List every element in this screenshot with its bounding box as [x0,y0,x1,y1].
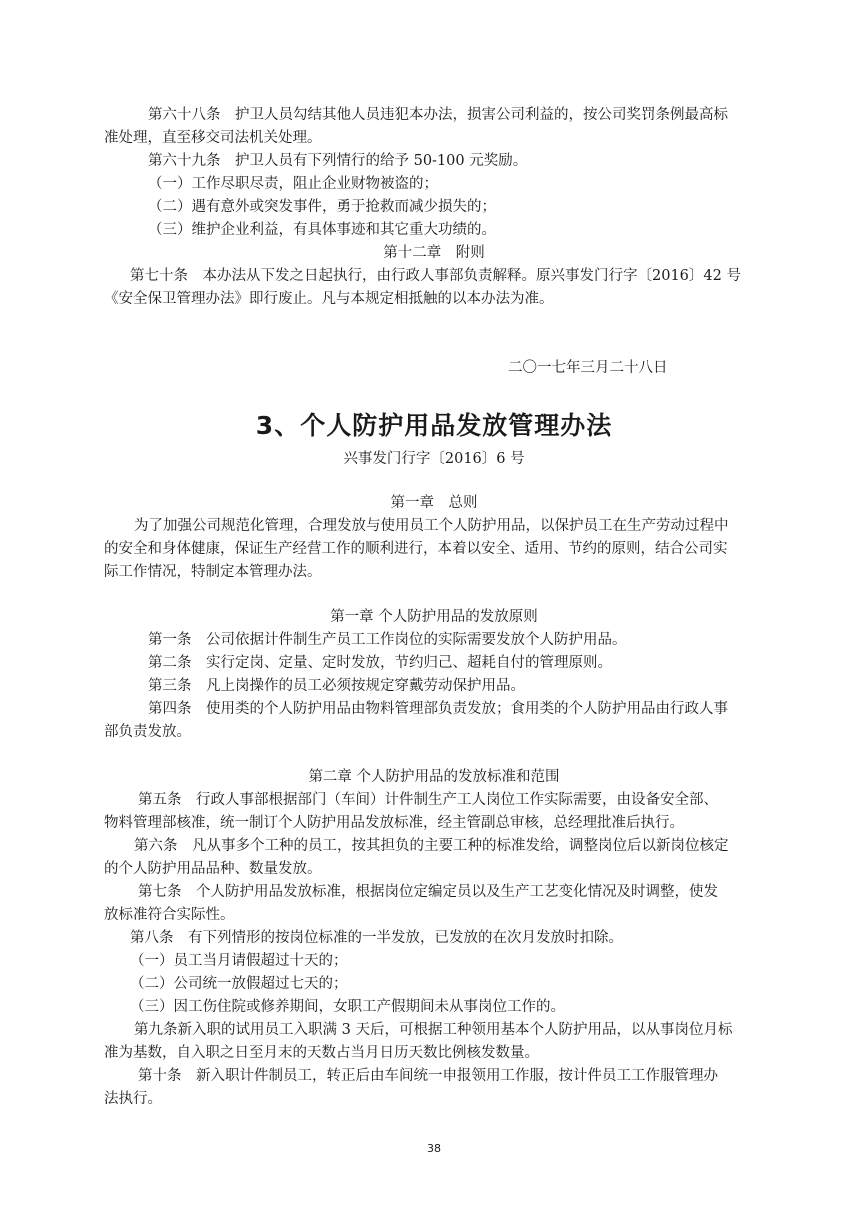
article-7-line-2: 放标准符合实际性。 [104,907,235,923]
article-4-line-1: 第四条 使用类的个人防护用品由物料管理部负责发放；食用类的个人防护用品由行政人事 [148,701,728,717]
article-5-line-1: 第五条 行政人事部根据部门（车间）计件制生产工人岗位工作实际需要，由设备安全部、 [138,792,718,808]
article-1: 第一条 公司依据计件制生产员工工作岗位的实际需要发放个人防护用品。 [148,632,627,648]
article-70-line-2: 《安全保卫管理办法》即行废止。凡与本规定相抵触的以本办法为准。 [104,291,554,307]
article-69-item-1: （一）工作尽职尽责，阻止企业财物被盗的； [148,176,438,192]
page-number: 38 [427,1142,441,1155]
page-title: 3、个人防护用品发放管理办法 [255,411,613,440]
article-3: 第三条 凡上岗操作的员工必须按规定穿戴劳动保护用品。 [148,678,525,694]
article-69: 第六十九条 护卫人员有下列情行的给予 50-100 元奖励。 [148,153,528,169]
article-9-line-1: 第九条新入职的试用员工入职满 3 天后，可根据工种领用基本个人防护用品，以从事岗位月标 [134,1022,733,1038]
article-69-item-2: （二）遇有意外或突发事件，勇于抢救而减少损失的； [148,199,496,215]
article-10-line-1: 第十条 新入职计件制员工，转正后由车间统一申报领用工作服，按计件员工工作服管理办 [138,1068,718,1084]
article-8-item-3: （三）因工伤住院或修养期间，女职工产假期间未从事岗位工作的。 [130,999,565,1015]
article-6-line-1: 第六条 凡从事多个工种的员工，按其担负的主要工种的标准发给，调整岗位后以新岗位核定 [134,838,729,854]
article-9-line-2: 准为基数，自入职之日至月末的天数占当月日历天数比例核发数量。 [104,1045,539,1061]
article-6-line-2: 的个人防护用品品种、数量发放。 [104,861,322,877]
issue-date: 二〇一七年三月二十八日 [508,360,668,376]
general-para-line-2: 的安全和身体健康，保证生产经营工作的顺利进行，本着以安全、适用、节约的原则，结合公司实 [104,541,728,557]
article-70-line-1: 第七十条 本办法从下发之日起执行，由行政人事部负责解释。原兴事发门行字〔2016〕42 号 [130,268,741,284]
article-5-line-2: 物料管理部核准，统一制订个人防护用品发放标准，经主管副总审核，总经理批准后执行。 [104,815,684,831]
article-8-item-1: （一）员工当月请假超过十天的； [130,953,348,969]
article-10-line-2: 法执行。 [104,1091,162,1107]
document-number: 兴事发门行字〔2016〕6 号 [343,451,525,467]
general-para-line-1: 为了加强公司规范化管理，合理发放与使用员工个人防护用品，以保护员工在生产劳动过程中 [134,518,729,534]
article-8-item-2: （二）公司统一放假超过七天的； [130,976,348,992]
article-68-line-2: 准处理，直至移交司法机关处理。 [104,130,322,146]
general-para-line-3: 际工作情况，特制定本管理办法。 [104,564,322,580]
chapter-2-heading: 第二章 个人防护用品的发放标准和范围 [308,769,560,785]
chapter-1-principles-heading: 第一章 个人防护用品的发放原则 [330,609,538,625]
article-8: 第八条 有下列情形的按岗位标准的一半发放，已发放的在次月发放时扣除。 [130,930,623,946]
article-7-line-1: 第七条 个人防护用品发放标准，根据岗位定编定员以及生产工艺变化情况及时调整，使发 [138,884,718,900]
chapter-12-heading: 第十二章 附则 [383,245,485,261]
article-68-line-1: 第六十八条 护卫人员勾结其他人员违犯本办法，损害公司利益的，按公司奖罚条例最高标 [148,107,728,123]
article-2: 第二条 实行定岗、定量、定时发放，节约归己、超耗自付的管理原则。 [148,655,612,671]
chapter-1-general-heading: 第一章 总则 [390,495,478,511]
article-4-line-2: 部负责发放。 [104,724,191,740]
article-69-item-3: （三）维护企业利益，有具体事迹和其它重大功绩的。 [148,222,496,238]
